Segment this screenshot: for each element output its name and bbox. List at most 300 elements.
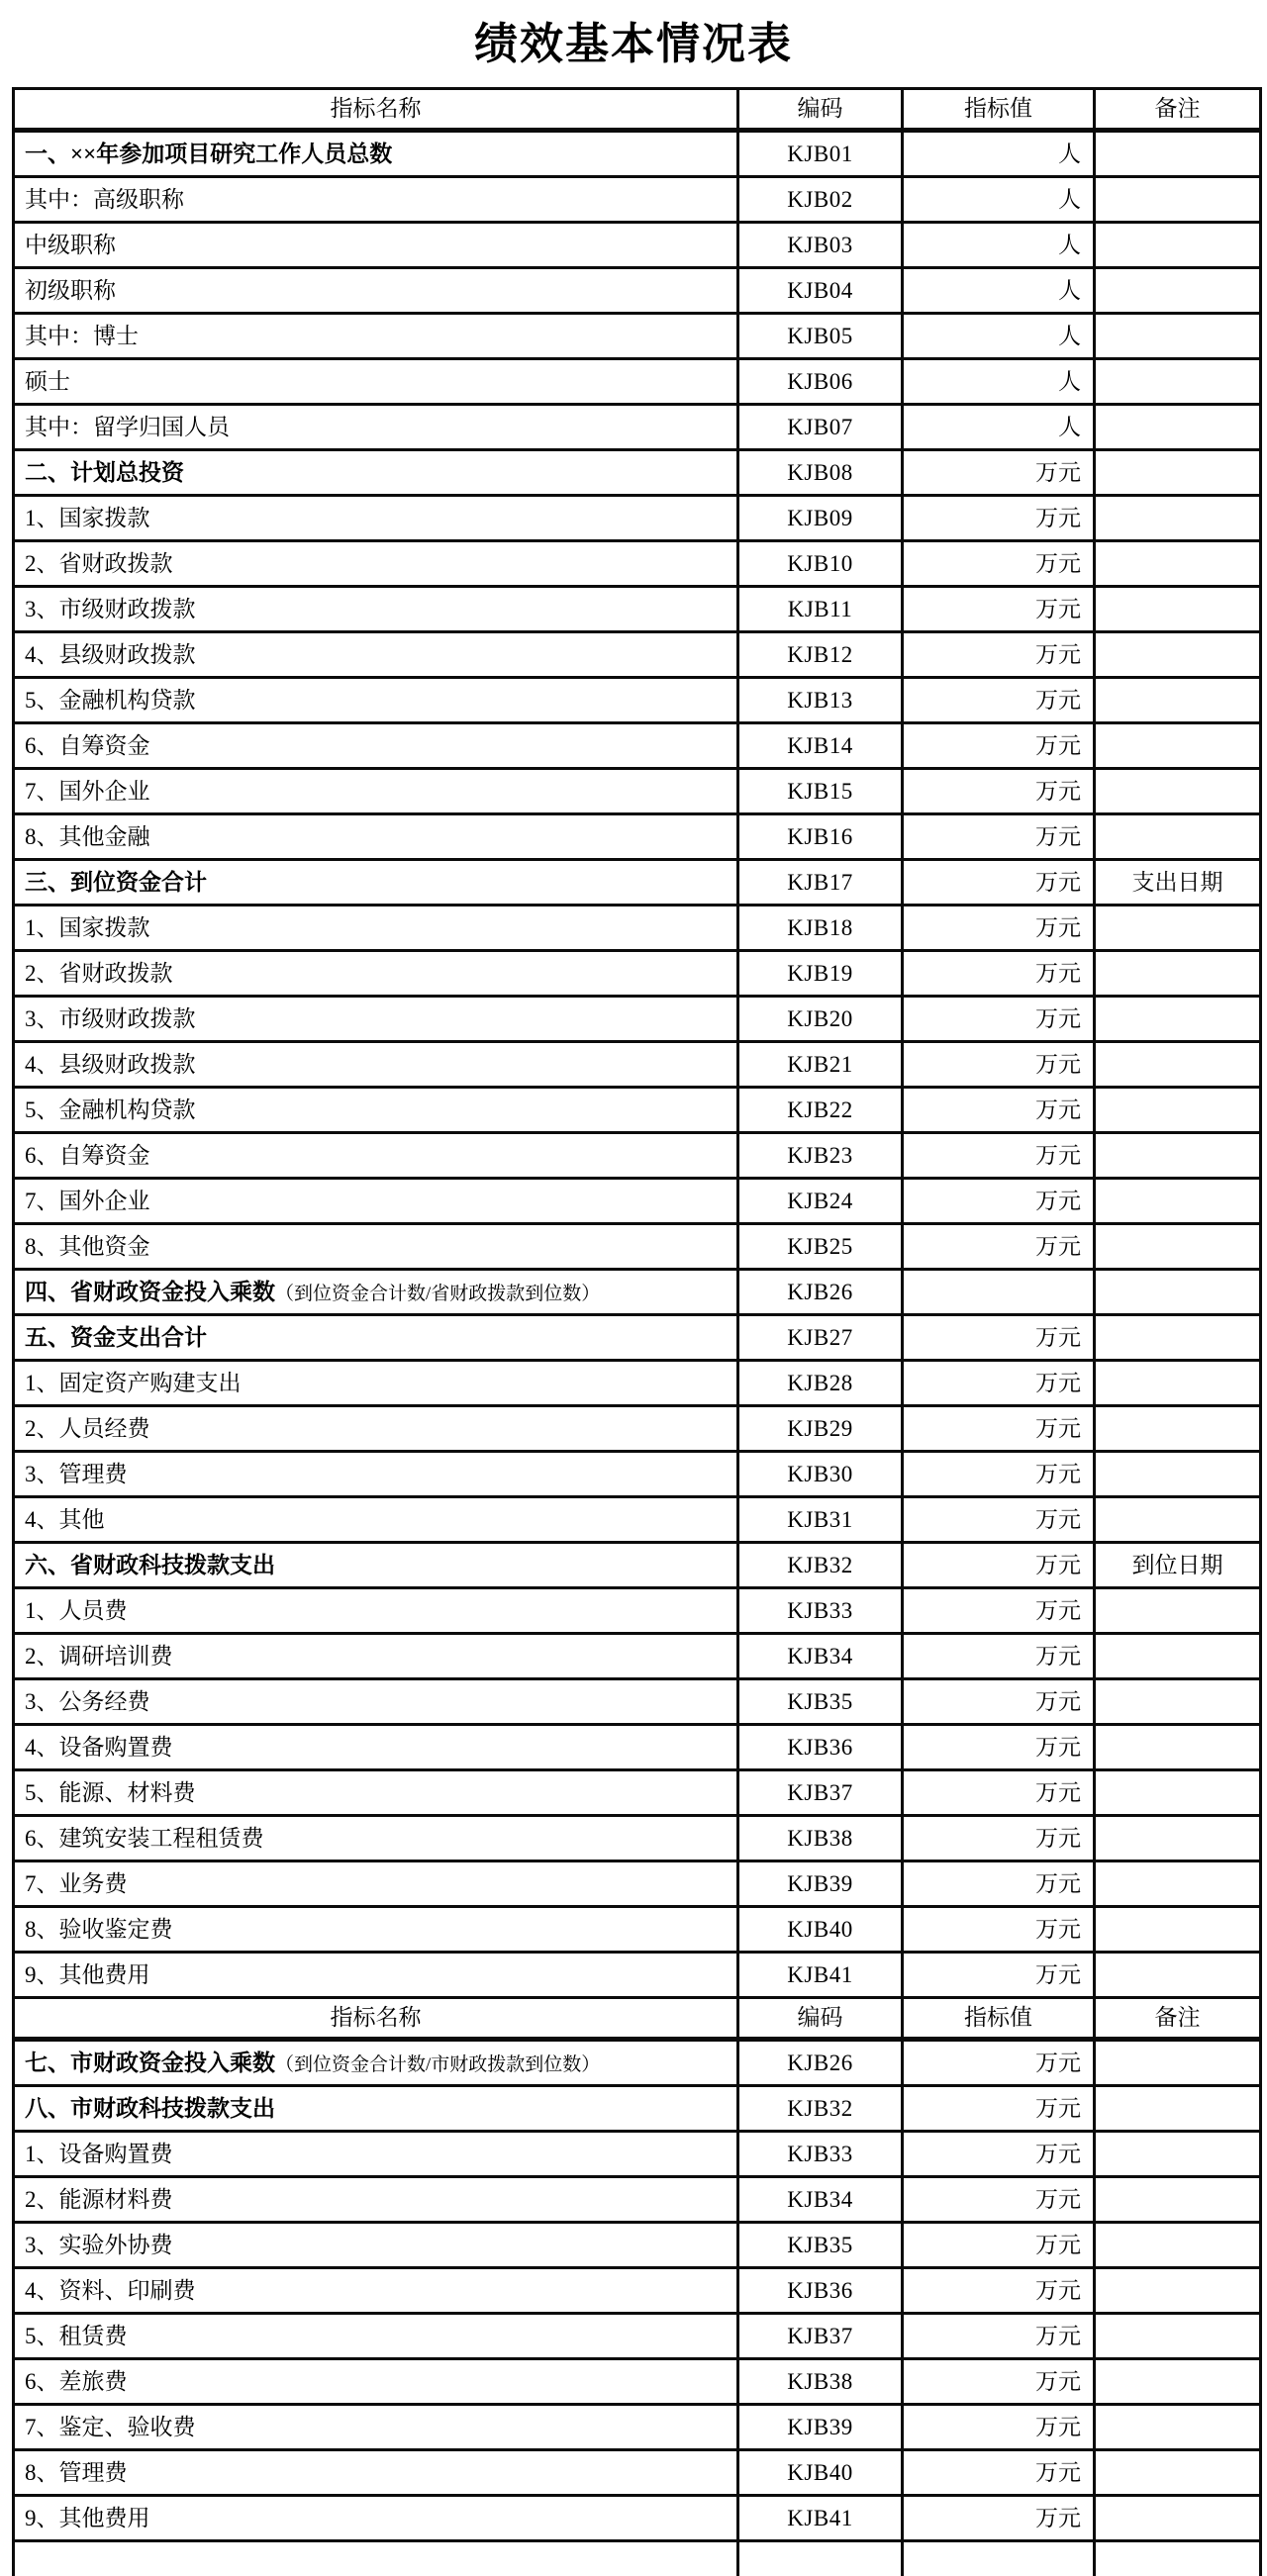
indicator-name-cell [14,541,738,587]
indicator-name-text: 4、资料、印刷费 [25,2278,196,2303]
table-row [14,223,1261,268]
value-cell: 人 [903,131,1095,177]
remark-cell [1095,997,1261,1042]
value-cell: 万元 [903,769,1095,814]
code-cell: KJB09 [738,496,903,541]
code-cell: KJB19 [738,951,903,997]
code-cell: KJB18 [738,906,903,951]
table-row [14,1452,1261,1497]
code-cell: KJB12 [738,632,903,678]
table-row [14,814,1261,860]
value-cell: 万元 [903,1770,1095,1816]
table-row [14,496,1261,541]
table-row [14,1634,1261,1679]
indicator-name-cell [14,1907,738,1953]
table-row [14,587,1261,632]
code-cell: KJB01 [738,131,903,177]
code-cell: KJB07 [738,405,903,450]
indicator-name-text: 六、省财政科技拨款支出 [25,1553,275,1577]
code-cell: KJB32 [738,1543,903,1588]
table-row [14,1770,1261,1816]
code-cell: KJB37 [738,1770,903,1816]
indicator-name-text: 6、建筑安装工程租赁费 [25,1826,264,1851]
indicator-name-cell [14,2405,738,2450]
remark-cell [1095,1133,1261,1179]
code-cell: KJB08 [738,450,903,496]
table-row [14,1133,1261,1179]
indicator-name-text: 8、其他金融 [25,824,150,849]
value-cell: 万元 [903,814,1095,860]
value-cell: 万元 [903,2086,1095,2132]
value-cell: 万元 [903,2405,1095,2450]
remark-cell [1095,2405,1261,2450]
indicator-name-cell [14,223,738,268]
table-row [14,2268,1261,2314]
code-cell: KJB26 [738,2040,903,2086]
table-row [14,1406,1261,1452]
table-row [14,632,1261,678]
column-header-code: 编码 [738,1998,903,2040]
remark-cell [1095,1679,1261,1725]
indicator-name-cell [14,1725,738,1770]
indicator-name-text: 八、市财政科技拨款支出 [25,2096,275,2121]
column-header-remark: 备注 [1095,1998,1261,2040]
remark-cell [1095,678,1261,723]
remark-cell: 到位日期 [1095,1543,1261,1588]
remark-cell [1095,1042,1261,1088]
remark-cell [1095,2314,1261,2359]
remark-cell [1095,1179,1261,1224]
value-cell: 万元 [903,1725,1095,1770]
table-row [14,541,1261,587]
remark-cell [1095,2040,1261,2086]
table-row [14,1042,1261,1088]
value-cell: 人 [903,177,1095,223]
remark-cell [1095,2177,1261,2223]
table-row [14,1725,1261,1770]
indicator-name-text: 6、自筹资金 [25,733,150,758]
indicator-name-cell [14,1270,738,1315]
indicator-name-cell [14,860,738,906]
indicator-name-cell [14,814,738,860]
table-row [14,1315,1261,1361]
code-cell: KJB40 [738,1907,903,1953]
remark-cell [1095,2450,1261,2496]
indicator-name-cell [14,314,738,359]
indicator-name-cell [14,1406,738,1452]
indicator-name-text: 4、其他 [25,1507,105,1532]
value-cell: 万元 [903,1861,1095,1907]
code-cell: KJB26 [738,1270,903,1315]
value-cell: 万元 [903,632,1095,678]
value-cell: 人 [903,314,1095,359]
code-cell: KJB41 [738,2496,903,2541]
value-cell: 万元 [903,997,1095,1042]
remark-cell [1095,2541,1261,2576]
remark-cell [1095,2496,1261,2541]
table-row [14,314,1261,359]
code-cell: KJB14 [738,723,903,769]
value-cell: 万元 [903,678,1095,723]
code-cell: KJB31 [738,1497,903,1543]
remark-cell [1095,405,1261,450]
remark-cell [1095,223,1261,268]
remark-cell [1095,1861,1261,1907]
indicator-name-text: 中级职称 [25,233,116,257]
indicator-name-cell [14,1770,738,1816]
column-header-value: 指标值 [903,89,1095,131]
indicator-name-text: 1、设备购置费 [25,2142,173,2166]
value-cell: 万元 [903,1543,1095,1588]
indicator-name-cell [14,2314,738,2359]
table-row [14,177,1261,223]
table-row [14,2450,1261,2496]
indicator-name-cell [14,906,738,951]
table-row [14,2314,1261,2359]
indicator-name-cell [14,2450,738,2496]
indicator-name-cell [14,1133,738,1179]
table-empty-row [14,2541,1261,2576]
code-cell: KJB28 [738,1361,903,1406]
indicator-name-text: 8、其他资金 [25,1234,150,1259]
indicator-name-cell [14,450,738,496]
table-row [14,1953,1261,1998]
indicator-name-text: 其中：留学归国人员 [25,415,230,439]
value-cell: 人 [903,223,1095,268]
table-row [14,405,1261,450]
indicator-name-text: 6、自筹资金 [25,1143,150,1168]
indicator-name-cell [14,359,738,405]
indicator-name-cell [14,1497,738,1543]
code-cell: KJB35 [738,2223,903,2268]
remark-cell [1095,951,1261,997]
table-row [14,2086,1261,2132]
remark-cell [1095,1634,1261,1679]
value-cell: 万元 [903,587,1095,632]
column-header-name: 指标名称 [14,89,738,131]
value-cell: 万元 [903,496,1095,541]
table-row [14,450,1261,496]
indicator-name-cell [14,405,738,450]
remark-cell [1095,1770,1261,1816]
indicator-name-cell [14,1679,738,1725]
remark-cell [1095,723,1261,769]
value-cell: 万元 [903,2223,1095,2268]
value-cell: 万元 [903,2496,1095,2541]
indicator-name-text: 七、市财政资金投入乘数 [25,2051,275,2075]
table-row [14,951,1261,997]
remark-cell [1095,177,1261,223]
indicator-name-text: 其中：高级职称 [25,187,184,212]
table-row [14,678,1261,723]
value-cell: 万元 [903,1042,1095,1088]
table-row [14,1861,1261,1907]
code-cell: KJB25 [738,1224,903,1270]
remark-cell [1095,814,1261,860]
value-cell: 万元 [903,541,1095,587]
code-cell: KJB40 [738,2450,903,2496]
code-cell: KJB16 [738,814,903,860]
remark-cell [1095,541,1261,587]
value-cell: 万元 [903,723,1095,769]
table-row [14,1588,1261,1634]
code-cell: KJB20 [738,997,903,1042]
table-row [14,2496,1261,2541]
value-cell: 万元 [903,2177,1095,2223]
code-cell: KJB32 [738,2086,903,2132]
table-row [14,1543,1261,1588]
remark-cell [1095,1088,1261,1133]
code-cell: KJB34 [738,2177,903,2223]
indicator-name-cell [14,632,738,678]
indicator-name-cell [14,2268,738,2314]
indicator-name-text: 5、租赁费 [25,2324,128,2348]
code-cell: KJB38 [738,2359,903,2405]
performance-table [12,87,1262,2576]
remark-cell [1095,359,1261,405]
indicator-name-text: 三、到位资金合计 [25,870,207,895]
value-cell: 万元 [903,1361,1095,1406]
remark-cell [1095,769,1261,814]
remark-cell [1095,1953,1261,1998]
indicator-name-cell [14,268,738,314]
table-row [14,1816,1261,1861]
indicator-name-text: 5、金融机构贷款 [25,1097,196,1122]
table-row [14,2223,1261,2268]
indicator-name-text: 2、人员经费 [25,1416,150,1441]
indicator-name-note: （到位资金合计数/省财政拨款到位数） [275,1284,600,1304]
indicator-name-text: 二、计划总投资 [25,460,184,485]
remark-cell [1095,1725,1261,1770]
remark-cell [1095,1816,1261,1861]
value-cell [903,1270,1095,1315]
value-cell: 万元 [903,1224,1095,1270]
indicator-name-text: 3、市级财政拨款 [25,1006,196,1031]
remark-cell [1095,1497,1261,1543]
indicator-name-cell [14,2223,738,2268]
indicator-name-text: 1、国家拨款 [25,506,150,530]
remark-cell [1095,1315,1261,1361]
table-row [14,2040,1261,2086]
value-cell: 万元 [903,2268,1095,2314]
code-cell: KJB15 [738,769,903,814]
indicator-name-cell [14,1861,738,1907]
column-header-code: 编码 [738,89,903,131]
value-cell: 万元 [903,860,1095,906]
indicator-name-text: 8、验收鉴定费 [25,1917,173,1942]
page-title: 绩效基本情况表 [0,0,1267,87]
remark-cell [1095,1588,1261,1634]
code-cell: KJB33 [738,1588,903,1634]
table-header-row [14,1998,1261,2040]
indicator-name-cell [14,2040,738,2086]
value-cell: 万元 [903,1634,1095,1679]
value-cell: 万元 [903,1133,1095,1179]
table-row [14,1679,1261,1725]
code-cell: KJB41 [738,1953,903,1998]
indicator-name-text: 2、省财政拨款 [25,551,173,576]
code-cell: KJB02 [738,177,903,223]
indicator-name-text: 1、固定资产购建支出 [25,1371,242,1395]
remark-cell [1095,632,1261,678]
value-cell: 万元 [903,906,1095,951]
indicator-name-text: 3、实验外协费 [25,2233,173,2257]
remark-cell [1095,131,1261,177]
remark-cell [1095,1452,1261,1497]
indicator-name-text: 7、业务费 [25,1871,128,1896]
code-cell: KJB39 [738,1861,903,1907]
table-row [14,1270,1261,1315]
remark-cell [1095,2132,1261,2177]
indicator-name-text: 3、市级财政拨款 [25,597,196,621]
value-cell: 万元 [903,1588,1095,1634]
code-cell: KJB36 [738,1725,903,1770]
indicator-name-cell [14,2086,738,2132]
value-cell: 万元 [903,1907,1095,1953]
code-cell: KJB35 [738,1679,903,1725]
indicator-name-cell [14,1088,738,1133]
indicator-name-text: 四、省财政资金投入乘数 [25,1280,275,1304]
remark-cell [1095,2223,1261,2268]
indicator-name-note: （到位资金合计数/市财政拨款到位数） [275,2054,600,2075]
indicator-name-text: 2、省财政拨款 [25,961,173,986]
indicator-name-text: 7、鉴定、验收费 [25,2415,196,2439]
indicator-name-cell [14,2132,738,2177]
indicator-name-cell [14,1588,738,1634]
indicator-name-text: 五、资金支出合计 [25,1325,207,1350]
code-cell: KJB37 [738,2314,903,2359]
indicator-name-text: 4、设备购置费 [25,1735,173,1760]
code-cell: KJB05 [738,314,903,359]
code-cell: KJB27 [738,1315,903,1361]
indicator-name-cell [14,587,738,632]
remark-cell [1095,2086,1261,2132]
value-cell: 万元 [903,2132,1095,2177]
code-cell: KJB23 [738,1133,903,1179]
indicator-name-text: 6、差旅费 [25,2369,128,2394]
code-cell: KJB21 [738,1042,903,1088]
remark-cell [1095,2268,1261,2314]
remark-cell [1095,1270,1261,1315]
indicator-name-text: 初级职称 [25,278,116,303]
value-cell: 万元 [903,1315,1095,1361]
indicator-name-cell [14,1953,738,1998]
value-cell: 人 [903,268,1095,314]
remark-cell [1095,1361,1261,1406]
indicator-name-text: 一、××年参加项目研究工作人员总数 [25,142,392,166]
remark-cell [1095,268,1261,314]
indicator-name-text: 4、县级财政拨款 [25,1052,196,1077]
indicator-name-cell [14,723,738,769]
value-cell: 人 [903,359,1095,405]
indicator-name-cell [14,2541,738,2576]
indicator-name-text: 7、国外企业 [25,1189,150,1213]
table-row [14,2359,1261,2405]
code-cell: KJB34 [738,1634,903,1679]
indicator-name-cell [14,678,738,723]
code-cell: KJB24 [738,1179,903,1224]
indicator-name-text: 4、县级财政拨款 [25,642,196,667]
remark-cell [1095,314,1261,359]
indicator-name-cell [14,496,738,541]
indicator-name-cell [14,1224,738,1270]
remark-cell [1095,906,1261,951]
indicator-name-text: 3、管理费 [25,1462,128,1486]
value-cell: 万元 [903,2314,1095,2359]
remark-cell [1095,1406,1261,1452]
value-cell: 人 [903,405,1095,450]
value-cell: 万元 [903,1816,1095,1861]
remark-cell [1095,1907,1261,1953]
code-cell: KJB33 [738,2132,903,2177]
code-cell [738,2541,903,2576]
table-row [14,860,1261,906]
remark-cell [1095,1224,1261,1270]
indicator-name-cell [14,1543,738,1588]
table-row [14,131,1261,177]
code-cell: KJB10 [738,541,903,587]
indicator-name-text: 硕士 [25,369,70,394]
table-row [14,1907,1261,1953]
code-cell: KJB36 [738,2268,903,2314]
table-row [14,1361,1261,1406]
performance-table-body [14,89,1261,2576]
table-row [14,2132,1261,2177]
column-header-name: 指标名称 [14,1998,738,2040]
table-row [14,359,1261,405]
indicator-name-cell [14,951,738,997]
indicator-name-text: 9、其他费用 [25,1962,150,1987]
code-cell: KJB39 [738,2405,903,2450]
indicator-name-cell [14,1179,738,1224]
table-row [14,268,1261,314]
remark-cell: 支出日期 [1095,860,1261,906]
table-row [14,1497,1261,1543]
code-cell: KJB30 [738,1452,903,1497]
value-cell: 万元 [903,951,1095,997]
indicator-name-cell [14,1816,738,1861]
code-cell: KJB38 [738,1816,903,1861]
indicator-name-cell [14,997,738,1042]
value-cell [903,2541,1095,2576]
code-cell: KJB22 [738,1088,903,1133]
value-cell: 万元 [903,1953,1095,1998]
indicator-name-text: 9、其他费用 [25,2506,150,2530]
table-header-row [14,89,1261,131]
value-cell: 万元 [903,1452,1095,1497]
remark-cell [1095,2359,1261,2405]
table-row [14,1179,1261,1224]
value-cell: 万元 [903,2450,1095,2496]
indicator-name-text: 2、调研培训费 [25,1644,173,1669]
indicator-name-text: 1、国家拨款 [25,915,150,940]
indicator-name-cell [14,1315,738,1361]
value-cell: 万元 [903,2040,1095,2086]
indicator-name-text: 其中：博士 [25,324,139,348]
column-header-value: 指标值 [903,1998,1095,2040]
indicator-name-text: 5、金融机构贷款 [25,688,196,713]
indicator-name-cell [14,2177,738,2223]
indicator-name-cell [14,2359,738,2405]
table-row [14,2405,1261,2450]
code-cell: KJB29 [738,1406,903,1452]
table-row [14,769,1261,814]
indicator-name-text: 7、国外企业 [25,779,150,804]
code-cell: KJB04 [738,268,903,314]
code-cell: KJB06 [738,359,903,405]
value-cell: 万元 [903,1406,1095,1452]
remark-cell [1095,450,1261,496]
